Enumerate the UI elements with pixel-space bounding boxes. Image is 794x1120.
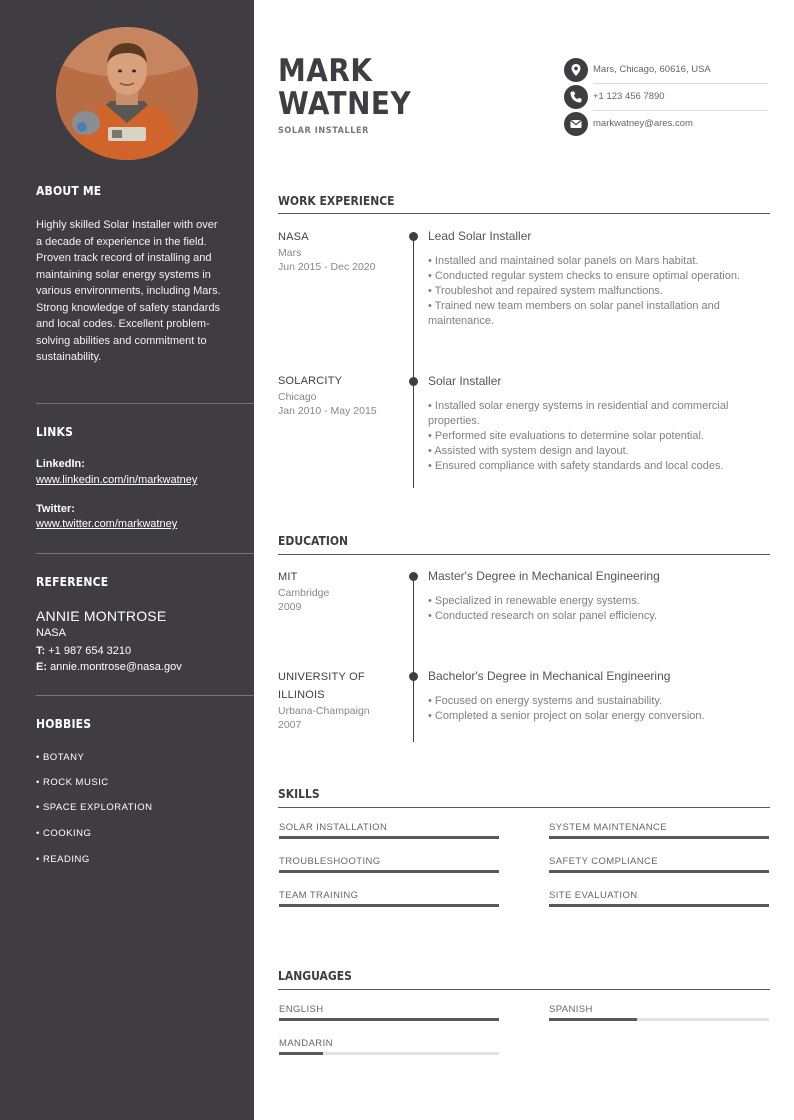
about-text: Highly skilled Solar Installer with over a decade of experience in the field. Proven track record of installing and maintaining solar energy systems in various environments, including Mars. Strong knowledge of safety standards and local codes. Excellent problem-solving abilities and commitment to sustainability. [36, 219, 221, 363]
links-heading: LINKS [36, 425, 74, 439]
hobby-item: • ROCK MUSIC [36, 777, 109, 788]
education-year: 2007 [278, 719, 302, 731]
contact-email-text: markwatney@ares.com [593, 118, 693, 129]
skill-bar [549, 904, 769, 907]
about-heading: ABOUT ME [36, 184, 102, 198]
reference-email [36, 661, 182, 673]
skill-bar-fill [549, 836, 769, 839]
skill-label: TEAM TRAINING [279, 890, 359, 901]
timeline-dot [409, 572, 418, 581]
list-item: • Installed and maintained solar panels on Mars habitat. [428, 254, 773, 269]
language-bar [549, 1018, 769, 1021]
section-rule [278, 554, 770, 555]
language-bar-fill [549, 1018, 637, 1021]
timeline-dot [409, 232, 418, 241]
education-bullets [428, 694, 773, 724]
reference-email-value: annie.montrose@nasa.gov [50, 661, 182, 673]
work-bullets [428, 399, 773, 474]
contact-phone-text: +1 123 456 7890 [593, 91, 665, 102]
job-title: SOLAR INSTALLER [278, 126, 369, 136]
language-label: ENGLISH [279, 1004, 324, 1015]
education-bullets [428, 594, 773, 624]
education-location: Urbana-Champaign [278, 705, 370, 717]
timeline-dot [409, 672, 418, 681]
list-item: • Ensured compliance with safety standards and local codes. [428, 459, 773, 474]
language-bar [279, 1018, 499, 1021]
timeline-dot [409, 377, 418, 386]
skill-bar [549, 836, 769, 839]
skill-bar-fill [279, 904, 499, 907]
education-degree: Bachelor's Degree in Mechanical Engineering [428, 669, 671, 683]
reference-org: NASA [36, 627, 66, 639]
list-item: • Conducted research on solar panel efficiency. [428, 609, 773, 624]
work-org: SOLARCITY [278, 375, 343, 387]
work-org: NASA [278, 231, 309, 243]
skill-bar [279, 904, 499, 907]
location-pin-icon [564, 58, 588, 82]
language-bar [279, 1052, 499, 1055]
email-icon [564, 112, 588, 136]
hobby-item: • SPACE EXPLORATION [36, 802, 153, 813]
list-item: • Completed a senior project on solar energy conversion. [428, 709, 773, 724]
skill-bar-fill [549, 904, 769, 907]
skill-label: TROUBLESHOOTING [279, 856, 381, 867]
skill-bar-fill [279, 870, 499, 873]
divider [36, 403, 254, 404]
skill-label: SYSTEM MAINTENANCE [549, 822, 668, 833]
contact-address-text: Mars, Chicago, 60616, USA [593, 64, 711, 75]
work-dates: Jun 2015 - Dec 2020 [278, 261, 376, 273]
language-label: MANDARIN [279, 1038, 333, 1049]
sidebar [0, 0, 254, 1120]
language-label: SPANISH [549, 1004, 593, 1015]
hobby-item: • READING [36, 854, 90, 865]
education-location: Cambridge [278, 587, 330, 599]
work-location: Mars [278, 247, 302, 259]
work-dates: Jan 2010 - May 2015 [278, 405, 377, 417]
hobby-item: • BOTANY [36, 752, 85, 763]
profile-photo [56, 27, 198, 160]
reference-heading: REFERENCE [36, 575, 109, 589]
language-bar-fill [279, 1018, 499, 1021]
skill-label: SOLAR INSTALLATION [279, 822, 388, 833]
list-item: • Troubleshot and repaired system malfunctions. [428, 284, 773, 299]
education-org: MIT [278, 571, 298, 583]
skill-bar-fill [279, 836, 499, 839]
divider [36, 695, 254, 696]
contact-email [564, 112, 768, 136]
education-org: UNIVERSITY OF [278, 671, 365, 683]
reference-phone-label: T: [36, 645, 46, 657]
skill-bar [279, 836, 499, 839]
linkedin-label: LinkedIn: [36, 458, 85, 470]
section-rule [278, 989, 770, 990]
list-item: • Specialized in renewable energy systems. [428, 594, 773, 609]
phone-icon [564, 85, 588, 109]
work-role: Lead Solar Installer [428, 229, 532, 243]
list-item: • Conducted regular system checks to ensure optimal operation. [428, 269, 773, 284]
education-heading: EDUCATION [278, 534, 349, 548]
work-heading: WORK EXPERIENCE [278, 194, 395, 208]
divider [593, 110, 768, 111]
skill-label: SAFETY COMPLIANCE [549, 856, 659, 867]
first-name: MARK [278, 53, 373, 89]
timeline-line [413, 236, 414, 488]
person-name [278, 55, 411, 121]
last-name: WATNEY [278, 86, 412, 122]
contact-phone [564, 85, 768, 109]
twitter-link[interactable]: www.twitter.com/markwatney [36, 518, 178, 530]
work-bullets [428, 254, 773, 329]
section-rule [278, 807, 770, 808]
twitter-label: Twitter: [36, 503, 75, 515]
reference-phone-value: +1 987 654 3210 [48, 645, 132, 657]
skill-bar-fill [549, 870, 769, 873]
work-location: Chicago [278, 391, 317, 403]
list-item: • Assisted with system design and layout. [428, 444, 773, 459]
list-item: • Installed solar energy systems in residential and commercial properties. [428, 399, 773, 429]
divider [36, 553, 254, 554]
reference-phone [36, 645, 131, 657]
hobby-item: • COOKING [36, 828, 92, 839]
timeline-line [413, 576, 414, 742]
skills-heading: SKILLS [278, 787, 320, 801]
education-year: 2009 [278, 601, 302, 613]
hobbies-heading: HOBBIES [36, 717, 92, 731]
languages-heading: LANGUAGES [278, 969, 352, 983]
skill-bar [279, 870, 499, 873]
skill-label: SITE EVALUATION [549, 890, 638, 901]
list-item: • Focused on energy systems and sustainability. [428, 694, 773, 709]
astronaut-portrait-icon [56, 27, 198, 160]
list-item: • Performed site evaluations to determine solar potential. [428, 429, 773, 444]
section-rule [278, 213, 770, 214]
linkedin-link[interactable]: www.linkedin.com/in/markwatney [36, 474, 198, 486]
divider [593, 83, 768, 84]
contact-address [564, 58, 768, 82]
language-bar-fill [279, 1052, 323, 1055]
work-role: Solar Installer [428, 374, 502, 388]
education-org-line2: ILLINOIS [278, 689, 325, 701]
reference-email-label: E: [36, 661, 47, 673]
education-degree: Master's Degree in Mechanical Engineering [428, 569, 660, 583]
list-item: • Trained new team members on solar panel installation and maintenance. [428, 299, 773, 329]
skill-bar [549, 870, 769, 873]
reference-name: ANNIE MONTROSE [36, 608, 167, 624]
